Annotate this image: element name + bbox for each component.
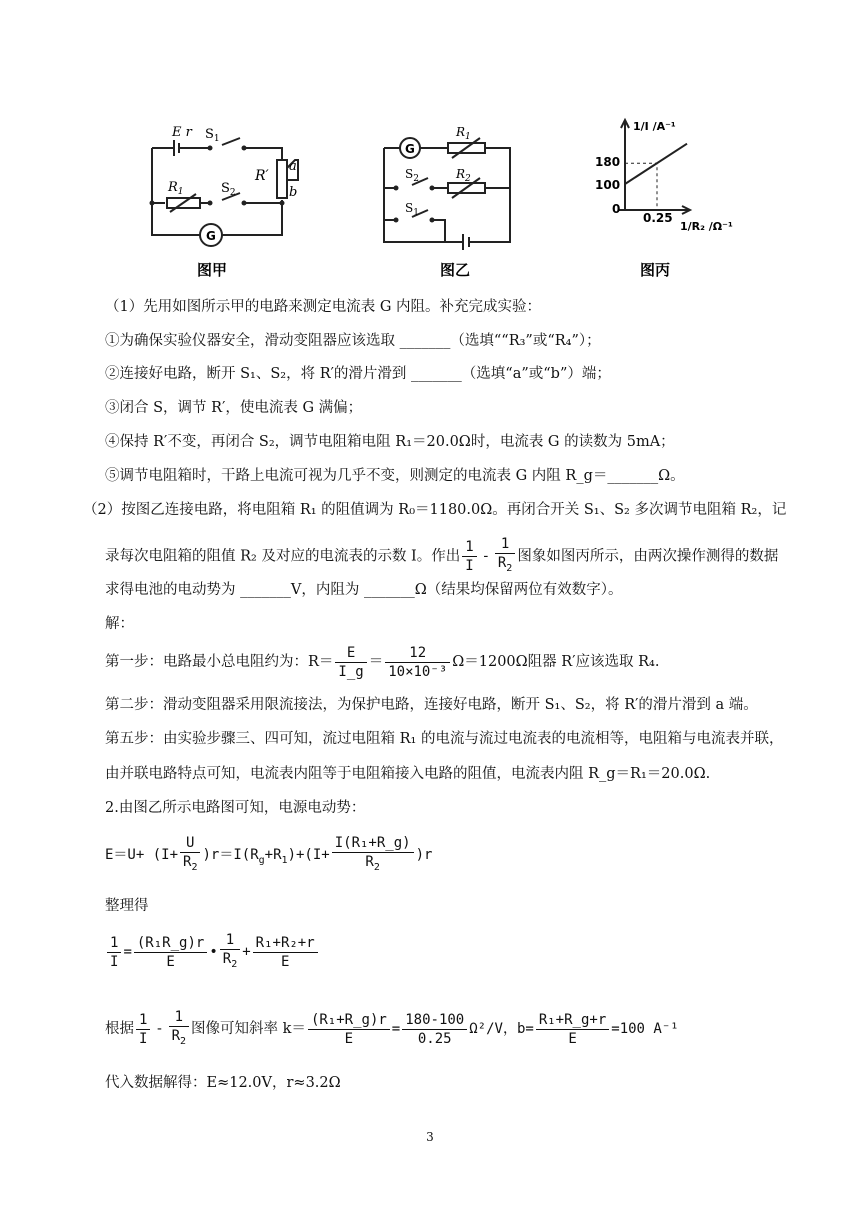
ytick-180: 180 — [595, 155, 621, 169]
equation-linear: $\frac{1}{I}$ = $\frac{\text{(R₁R\_g)r}}{E}$ • $\frac{1}{R_2}$ + $\frac{\text{R₁+R₂+r}}{E}$ — [105, 930, 320, 974]
q1-title: （1）先用如图所示甲的电路来测定电流表 G 内阻。补充完成实验： — [105, 299, 542, 315]
step5-line2: 由并联电路特点可知，电流表内阻等于电阻箱接入电路的阻值，电流表内阻 R_g＝R₁＝20.0Ω. — [105, 766, 711, 782]
rearrange-label: 整理得 — [105, 898, 149, 914]
solution-label: 解： — [105, 616, 134, 632]
step2-line: 第二步：滑动变阻器采用限流接法，为保护电路，连接好电路，断开 S₁、S₂，将 R′的滑片滑到 a 端。 — [105, 697, 758, 713]
bing-xlabel: 1/R₂ /Ω⁻¹ — [680, 220, 733, 233]
r1-label: $R_1$ — [168, 180, 184, 197]
caption-yi: 图乙 — [440, 261, 471, 279]
s1-label: $S_1$ — [205, 127, 220, 144]
yi-r1-label: $R_1$ — [456, 125, 471, 142]
page-number: 3 — [426, 1130, 434, 1144]
q1-step3: ③闭合 S，调节 R′，使电流表 G 满偏； — [105, 400, 363, 416]
galvanometer-label: G — [206, 229, 216, 243]
frac-1-over-R2: $\frac{1}{R_2}$ — [495, 535, 515, 578]
figures-svg — [0, 100, 860, 290]
figure-row — [0, 100, 860, 290]
a-label: a — [289, 159, 297, 174]
result-line: 代入数据解得：E≈12.0V，r≈3.2Ω — [105, 1075, 341, 1091]
ytick-0: 0 — [612, 202, 621, 216]
q1-step2: ②连接好电路，断开 S₁、S₂，将 R′的滑片滑到 _______（选填“a”或“b”）端； — [105, 366, 611, 382]
q2-line2: 录每次电阻箱的阻值 R₂ 及对应的电流表的示数 I。作出 $\frac{1}{I}$ - $\frac{1}{R_2}$ 图象如图丙所示，由两次操作测得的数据 — [105, 535, 778, 578]
xtick-025: 0.25 — [643, 211, 673, 225]
yi-galvanometer-label: G — [405, 142, 415, 156]
guide-lines — [625, 163, 657, 210]
s2-label: $S_2$ — [221, 181, 236, 198]
q1-step4: ④保持 R′不变，再闭合 S₂，调节电阻箱电阻 R₁＝20.0Ω时，电流表 G 的读数为 5mA； — [105, 434, 675, 450]
yi-r2-label: $R_2$ — [456, 167, 471, 184]
caption-jia: 图甲 — [197, 261, 228, 279]
bing-ylabel: 1/I /A⁻¹ — [633, 120, 676, 133]
q1-step5: ⑤调节电阻箱时，干路上电流可视为几乎不变，则测定的电流表 G 内阻 R_g＝_______Ω。 — [105, 468, 685, 484]
part2-intro: 2.由图乙所示电路图可知，电源电动势： — [105, 800, 366, 816]
ytick-100: 100 — [595, 178, 621, 192]
step5-line1: 第五步：由实验步骤三、四可知，流过电阻箱 R₁ 的电流与流过电流表的电流相等，电阻箱与电流表并联， — [105, 731, 784, 747]
b-label: b — [289, 185, 298, 200]
er-label: E r — [172, 125, 192, 140]
step1-line: 第一步：电路最小总电阻约为：R＝ $\frac{E}{I\_g}$ ＝ $\frac{12}{\text{10×10⁻³}}$ Ω＝1200Ω阻器 R′应该选取 R₄. — [105, 644, 660, 680]
rprime-label: R′ — [255, 168, 269, 184]
caption-bing: 图丙 — [640, 261, 671, 279]
slope-line: 根据 $\frac{1}{I}$ - $\frac{1}{R_2}$ 图像可知斜率 k＝ $\frac{\text{(R₁+R\_g)r}}{E}$ = $\frac{180-100}{0.25}$ Ω²/V，b= $\frac{\text{R₁+R\_g+r}}{E}$ =100 A⁻¹ — [105, 1008, 679, 1047]
equation-emf: E＝U+ (I+ $\frac{U}{R_2}$ )$r=I(R_g+R_1)+(I+$ $\frac{\text{I(R₁+R\_g)}}{R_2}$ )r — [105, 834, 433, 873]
yi-dots — [394, 186, 471, 251]
circuit-yi — [384, 138, 510, 242]
q2-line1: （2）按图乙连接电路，将电阻箱 R₁ 的阻值调为 R₀＝1180.0Ω。再闭合开关 S₁、S₂ 多次调节电阻箱 R₂，记 — [83, 502, 787, 518]
q2-line3: 求得电池的电动势为 _______V，内阻为 _______Ω（结果均保留两位有效数字）。 — [105, 582, 623, 598]
yi-s1-label: $S_1$ — [405, 201, 419, 218]
data-line — [625, 144, 687, 184]
graph-bing — [595, 120, 733, 279]
frac-1-over-I: $\frac{1}{I}$ — [462, 538, 476, 575]
yi-s2-label: $S_2$ — [405, 167, 419, 184]
q1-step1: ①为确保实验仪器安全，滑动变阻器应该选取 _______（选填““R₃”或“R₄”）； — [105, 333, 601, 349]
